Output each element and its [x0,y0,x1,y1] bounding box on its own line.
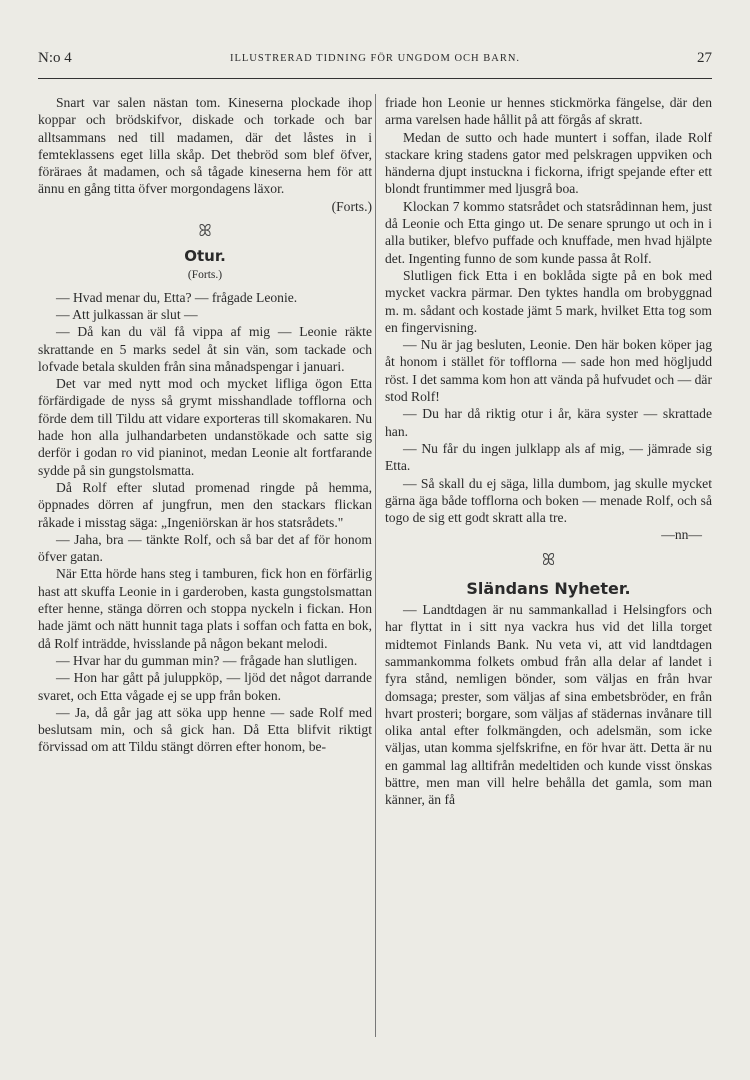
paragraph: — Ja, då går jag att söka upp henne — sade Rolf med beslutsam min, och så gick han. Då Etta blifvit riktigt förvissad om att Tildu stängt dörren efter honom, be- [38,704,372,755]
continuation-note: (Forts.) [331,198,372,214]
paragraph: När Etta hörde hans steg i tamburen, fick hon en förfärlig hast att skuffa Leonie in i garderoben, kasta gungstolsmattan efter henne, stänga dörren och stoppa nyckeln i fickan. Hon hade jämt och nätt hunnit taga plats i soffan och fatta en bok, då Rolf inträdde, hvisslande på någon bekant melodi. [38,566,372,651]
paragraph: — Jaha, bra — tänkte Rolf, och så bar det af för honom öfver gatan. [38,531,372,565]
paragraph: Klockan 7 kommo statsrådet och statsrådinnan hem, just då Leonie och Etta gingo ut. De senare sprungo ut och in i alla butiker, blefvo puffade och knuffade, men hvad hjälpte det. Ingenting funno de som kunde passa åt Rolf. [385,198,712,266]
section-heading: Sländans Nyheter. [466,578,631,598]
right-column [385,94,712,809]
paragraph: Då Rolf efter slutad promenad ringde på hemma, öppnades dörren af jungfrun, men den stackars flickan råkade i misstag säga: „Ingeniörskan är hos statsrådets." [38,479,372,530]
page-number: 27 [697,50,712,66]
paragraph: — Hvad menar du, Etta? — frågade Leonie. [56,289,298,305]
paragraph: — Hon har gått på juluppköp, — ljöd det något darrande svaret, och Etta vågade ej se upp från boken. [38,670,372,703]
paragraph: — Nu är jag besluten, Leonie. Den här boken köper jag åt honom i stället för tofflorna — sade hon med högljudd röst. I det samma kom hon att vända på hufvudet och — där stod Rolf! [385,337,712,405]
left-column [38,94,372,756]
paragraph: — Att julkassan är slut — [56,306,198,322]
article-subheading: (Forts.) [187,269,223,282]
paragraph: — Då kan du väl få vippa af mig — Leonie räkte skrattande en 5 marks sedel åt sin vän, som tackade och lofvade betala skulden från sina månadspengar i januari. [38,324,372,374]
paragraph: friade hon Leonie ur hennes stickmörka fängelse, där den arma varelsen hade hållit på att förgås af skratt. [385,95,712,128]
paragraph: — Så skall du ej säga, lilla dumbom, jag skulle mycket gärna äga både tofflorna och boken — menade Rolf, och så togo de sig ett godt skratt alla tre. [385,475,712,526]
header-rule [38,78,712,79]
page-header [38,50,712,72]
paragraph: Snart var salen nästan tom. Kineserna plockade ihop koppar och brödskifvor, diskade och torkade och bar alltsammans ned till madamen, där det låstes in i femteklassens eget lilla skåp. Det thebröd som blef öfver, föräraes åt madamen, och så tågade kineserna hem för att ännu en gång titta öfver morgondagens läxor. [38,95,372,197]
paragraph: — Du har då riktig otur i år, kära syster — skrattade han. [385,406,712,439]
issue-number: N:o 4 [38,50,72,66]
paragraph: — Landtdagen är nu sammankallad i Helsingfors och har flyttat in i sitt nya vackra hus vid det lilla torget midtemot Finlands Bank. Nu veta vi, att vid landtdagen sammankomma folkets ombud från alla delar af landet i fyra stånd, nemligen bönder, som väljas en från hvar domsaga; prester, som väljas af sina embetsbröder, en från hvart prosteri; borgare, som väljas af städernas invånare till olika antal efter folkmängden, och adelsmän, som icke väljas, utan komma sjelfskrifne, en för hvar ätt. Detta är nu en gammal lag alltifrån medeltiden och kunde visst önskas bättre, men man vill helre behålla det gamla, som man känner, än få [385,602,712,808]
paragraph: Medan de sutto och hade muntert i soffan, ilade Rolf stackare kring stadens gator med pelskragen uppviken och händerna djupt instuckna i fickorna, ifrigt spejande efter ett blondt fruntimmer med ljusgrå boa. [385,129,712,197]
column-divider [375,94,376,1037]
ornament-icon: ꕤ [541,551,556,569]
ornament-icon: ꕤ [198,223,212,241]
signature: —nn— [661,527,702,543]
paragraph: Slutligen fick Etta i en boklåda sigte på en bok med mycket vackra pärmar. Den tyktes handla om brobyggnad m. m. sådant och kostade jämt 5 mark, hvilket Etta tog som en fingervisning. [385,267,712,335]
article-heading: Otur. [184,247,226,266]
paragraph: — Nu får du ingen julklapp als af mig, — jämrade sig Etta. [385,440,712,474]
publication-title: ILLUSTRERAD TIDNING FÖR UNGDOM OCH BARN. [229,53,521,64]
paragraph: — Hvar har du gumman min? — frågade han slutligen. [56,652,358,668]
paragraph: Det var med nytt mod och mycket lifliga ögon Etta förfärdigade de nyss så grymt misshandlade tofflorna och förde dem till Tildu att vidare exporteras till skomakaren. Nu hade hon alla julhandarbeten undanstökade och satte sig derför i godan ro vid pianinot, medan Leonie alt fortfarande sydde på sin gungstolsmatta. [38,376,372,478]
